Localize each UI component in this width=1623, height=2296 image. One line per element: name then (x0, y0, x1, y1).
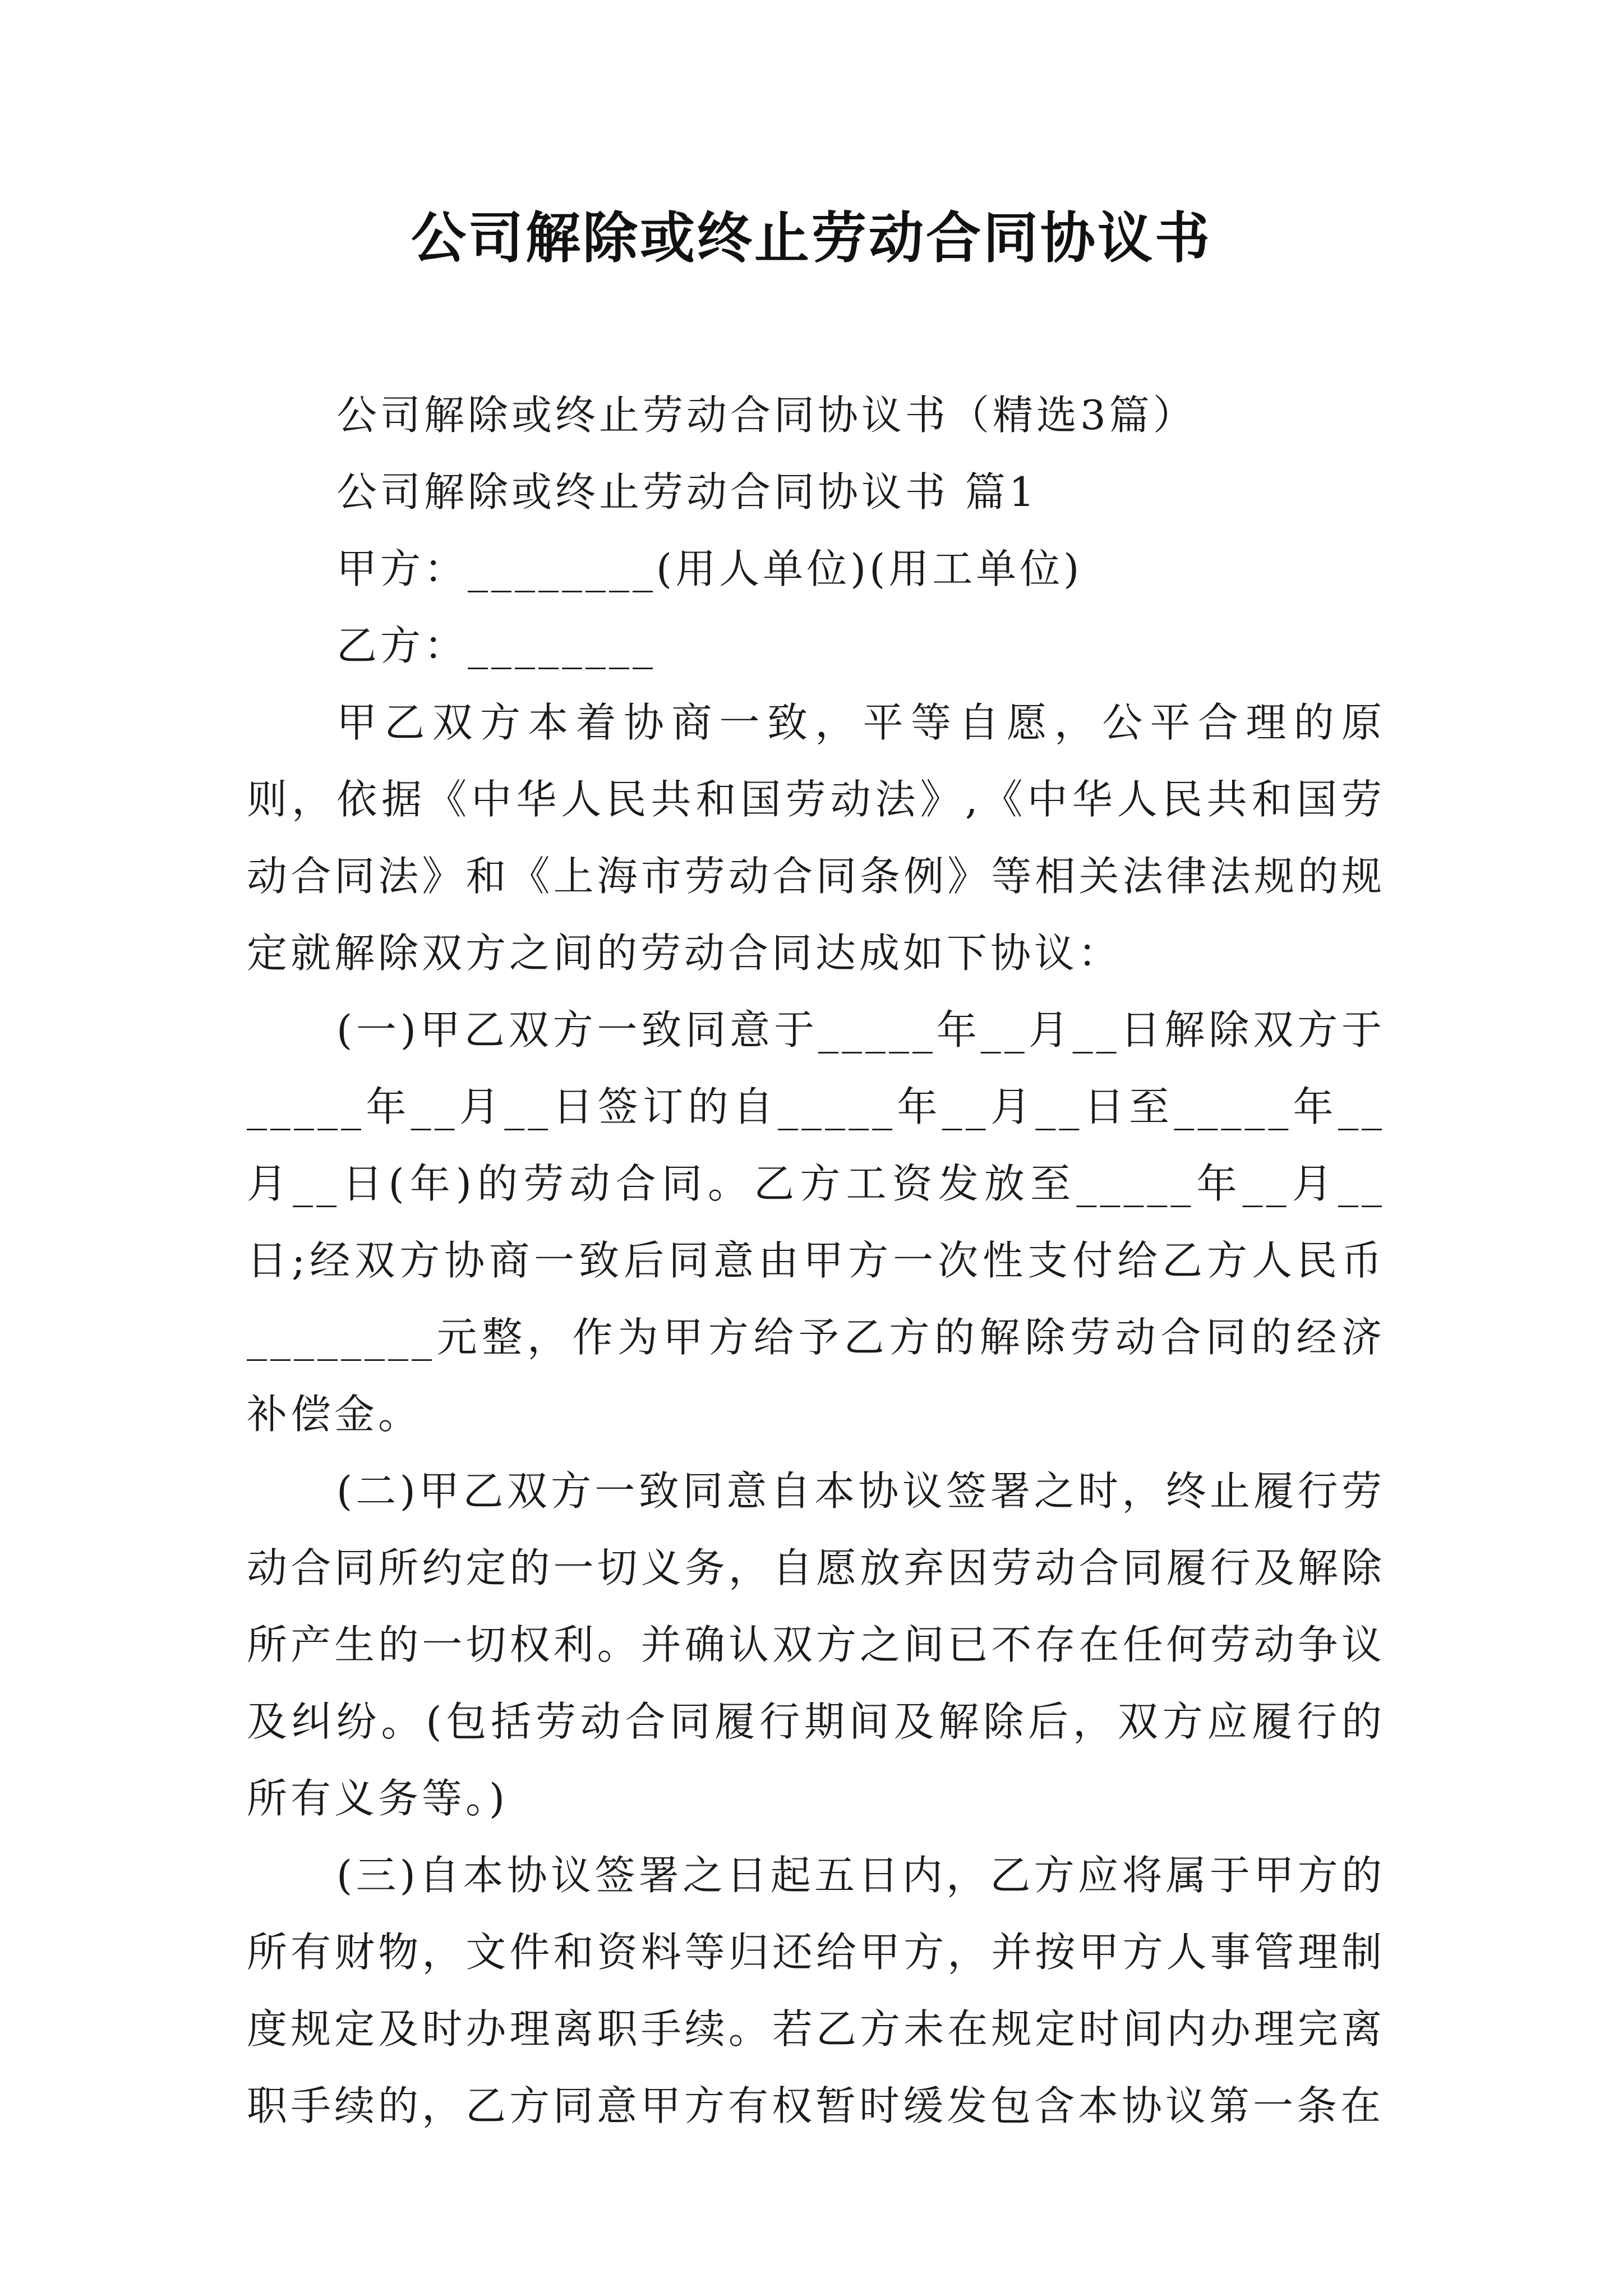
document-title: 公司解除或终止劳动合同协议书 (411, 206, 1212, 270)
paragraph-clause-3: (三)自本协议签署之日起五日内，乙方应将属于甲方的所有财物，文件和资料等归还给甲方，并按甲方人事管理制度规定及时办理离职手续。若乙方未在规定时间内办理完离职手续的，乙方同意甲方有权暂时缓发包含本协议第一条在 (247, 1852, 1385, 2129)
part-heading: 公司解除或终止劳动合同协议书 篇1 (336, 468, 1038, 516)
party-b-line: 乙方：________ (336, 622, 657, 669)
document-body (247, 377, 1385, 2145)
paragraph-preamble: 甲乙双方本着协商一致，平等自愿，公平合理的原则，依据《中华人民共和国劳动法》,《中华人民共和国劳动合同法》和《上海市劳动合同条例》等相关法律法规的规定就解除双方之间的劳动合同达成如下协议： (247, 699, 1385, 977)
document-subtitle: 公司解除或终止劳动合同协议书（精选3篇） (336, 392, 1197, 439)
party-a-line: 甲方：________(用人单位)(用工单位) (336, 545, 1083, 592)
paragraph-clause-2: (二)甲乙双方一致同意自本协议签署之时，终止履行劳动合同所约定的一切义务，自愿放弃因劳动合同履行及解除所产生的一切权利。并确认双方之间已不存在任何劳动争议及纠纷。(包括劳动合同履行期间及解除后，双方应履行的所有义务等。) (247, 1467, 1385, 1822)
paragraph-clause-1: (一)甲乙双方一致同意于_____年__月__日解除双方于_____年__月__日签订的自_____年__月__日至_____年__月__日(年)的劳动合同。乙方工资发放至_____年__月__日;经双方协商一致后同意由甲方一次性支付给乙方人民币________元整，作为甲方给予乙方的解除劳动合同的经济补偿金。 (247, 1006, 1385, 1438)
